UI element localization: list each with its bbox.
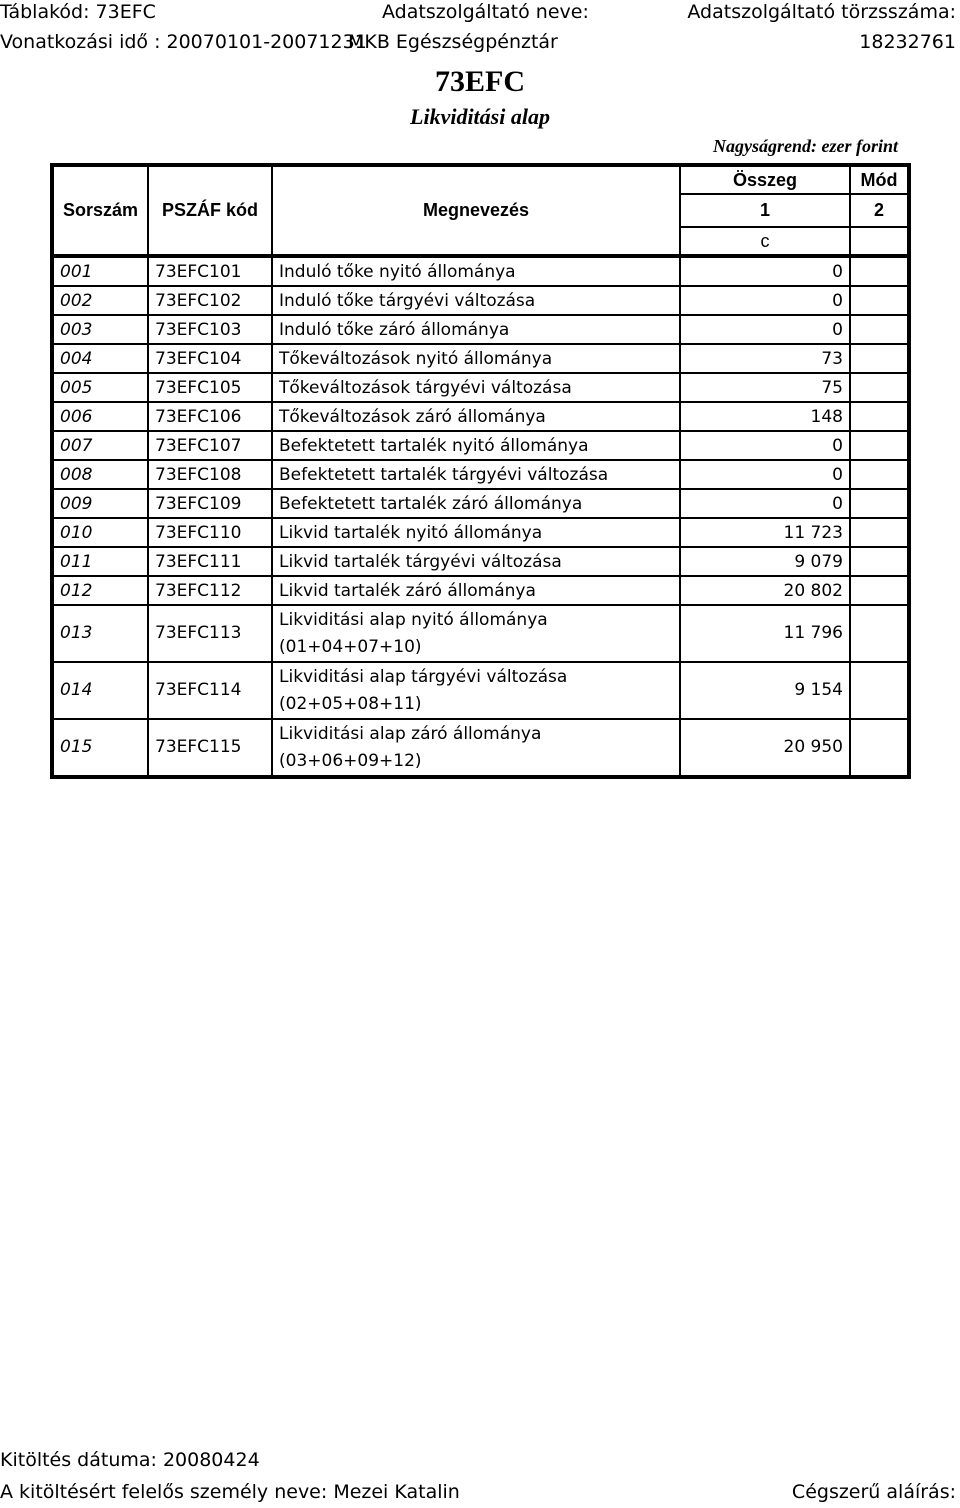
- row-sorszam: 005: [52, 373, 148, 402]
- row-ertek: 0: [680, 489, 850, 518]
- row-mod: [850, 315, 909, 344]
- table-row: [52, 518, 909, 547]
- row-mod: [850, 605, 909, 662]
- row-megnevezes: Befektetett tartalék záró állománya: [272, 489, 680, 518]
- row-sorszam: 007: [52, 431, 148, 460]
- responsible-person: A kitöltésért felelős személy neve: Mezei Katalin: [0, 1481, 460, 1503]
- row-kod: 73EFC104: [148, 344, 272, 373]
- row-megnevezes: Induló tőke záró állománya: [272, 315, 680, 344]
- table-row: [52, 431, 909, 460]
- table-code-label: Táblakód: 73EFC: [0, 1, 156, 23]
- row-sorszam: 003: [52, 315, 148, 344]
- row-ertek: 9 154: [680, 662, 850, 719]
- row-megnevezes: [272, 662, 680, 719]
- row-sorszam: 001: [52, 256, 148, 286]
- row-megnevezes: Befektetett tartalék tárgyévi változása: [272, 460, 680, 489]
- row-sorszam: 014: [52, 662, 148, 719]
- header-mod: Mód: [850, 165, 909, 194]
- provider-name: MKB Egészségpénztár: [348, 31, 558, 53]
- header-col-c: c: [680, 227, 850, 256]
- row-kod: 73EFC112: [148, 576, 272, 605]
- row-mod: [850, 286, 909, 315]
- row-kod: 73EFC111: [148, 547, 272, 576]
- row-sorszam: 013: [52, 605, 148, 662]
- row-megnevezes: Likvid tartalék tárgyévi változása: [272, 547, 680, 576]
- row-mod: [850, 518, 909, 547]
- row-mod: [850, 402, 909, 431]
- company-signature-label: Cégszerű aláírás:: [791, 1481, 956, 1503]
- row-megnevezes: [272, 605, 680, 662]
- table-row: [52, 547, 909, 576]
- row-ertek: 0: [680, 460, 850, 489]
- row-sorszam: 009: [52, 489, 148, 518]
- fill-date: Kitöltés dátuma: 20080424: [0, 1449, 260, 1471]
- row-megnevezes: [272, 719, 680, 777]
- table-row: [52, 489, 909, 518]
- table-row: [52, 256, 909, 286]
- provider-name-label: Adatszolgáltató neve:: [382, 1, 589, 23]
- row-ertek: 9 079: [680, 547, 850, 576]
- row-ertek: 20 802: [680, 576, 850, 605]
- row-sorszam: 002: [52, 286, 148, 315]
- row-megnevezes: Tőkeváltozások nyitó állománya: [272, 344, 680, 373]
- row-megnevezes: Tőkeváltozások záró állománya: [272, 402, 680, 431]
- header-osszeg: Összeg: [680, 165, 850, 194]
- row-megnevezes-line1: Likviditási alap nyitó állománya: [279, 609, 548, 630]
- row-sorszam: 012: [52, 576, 148, 605]
- table-row: [52, 605, 909, 662]
- row-kod: 73EFC114: [148, 662, 272, 719]
- row-sorszam: 011: [52, 547, 148, 576]
- row-mod: [850, 547, 909, 576]
- row-sorszam: 004: [52, 344, 148, 373]
- row-megnevezes-line1: Likviditási alap tárgyévi változása: [279, 666, 568, 687]
- row-ertek: 148: [680, 402, 850, 431]
- row-mod: [850, 460, 909, 489]
- row-mod: [850, 256, 909, 286]
- row-sorszam: 015: [52, 719, 148, 777]
- header-col-1: 1: [680, 194, 850, 227]
- row-sorszam: 008: [52, 460, 148, 489]
- header-col-empty: [850, 227, 909, 256]
- row-mod: [850, 489, 909, 518]
- row-mod: [850, 431, 909, 460]
- registry-number: 18232761: [859, 31, 956, 53]
- row-mod: [850, 576, 909, 605]
- row-kod: 73EFC109: [148, 489, 272, 518]
- row-megnevezes: Likvid tartalék záró állománya: [272, 576, 680, 605]
- report-code-title: 73EFC: [435, 65, 525, 98]
- row-ertek: 0: [680, 286, 850, 315]
- row-kod: 73EFC113: [148, 605, 272, 662]
- row-megnevezes-line2: (02+05+08+11): [279, 693, 422, 714]
- row-kod: 73EFC103: [148, 315, 272, 344]
- table-row: [52, 576, 909, 605]
- row-megnevezes: Befektetett tartalék nyitó állománya: [272, 431, 680, 460]
- row-kod: 73EFC108: [148, 460, 272, 489]
- table-row: [52, 662, 909, 719]
- row-kod: 73EFC115: [148, 719, 272, 777]
- header-col-2: 2: [850, 194, 909, 227]
- header-pszaf-kod: PSZÁF kód: [148, 165, 272, 256]
- row-kod: 73EFC102: [148, 286, 272, 315]
- row-megnevezes: Likvid tartalék nyitó állománya: [272, 518, 680, 547]
- row-megnevezes: Tőkeváltozások tárgyévi változása: [272, 373, 680, 402]
- row-megnevezes-line2: (03+06+09+12): [279, 750, 422, 771]
- row-kod: 73EFC101: [148, 256, 272, 286]
- header-sorszam: Sorszám: [52, 165, 148, 256]
- row-ertek: 73: [680, 344, 850, 373]
- table-row: [52, 286, 909, 315]
- row-ertek: 0: [680, 315, 850, 344]
- row-kod: 73EFC105: [148, 373, 272, 402]
- row-ertek: 20 950: [680, 719, 850, 777]
- row-mod: [850, 373, 909, 402]
- header-megnevezes: Megnevezés: [272, 165, 680, 256]
- row-ertek: 75: [680, 373, 850, 402]
- report-name-title: Likviditási alap: [410, 104, 550, 129]
- row-kod: 73EFC107: [148, 431, 272, 460]
- row-megnevezes: Induló tőke nyitó állománya: [272, 256, 680, 286]
- row-kod: 73EFC110: [148, 518, 272, 547]
- row-mod: [850, 662, 909, 719]
- row-mod: [850, 719, 909, 777]
- row-megnevezes: Induló tőke tárgyévi változása: [272, 286, 680, 315]
- row-ertek: 11 796: [680, 605, 850, 662]
- row-mod: [850, 344, 909, 373]
- row-ertek: 0: [680, 256, 850, 286]
- row-megnevezes-line2: (01+04+07+10): [279, 636, 422, 657]
- row-ertek: 11 723: [680, 518, 850, 547]
- row-sorszam: 010: [52, 518, 148, 547]
- table-row: [52, 402, 909, 431]
- reference-period: Vonatkozási idő : 20070101-20071231: [0, 31, 367, 53]
- liquidity-fund-table: [50, 163, 911, 779]
- row-ertek: 0: [680, 431, 850, 460]
- registry-number-label: Adatszolgáltató törzsszáma:: [687, 1, 956, 23]
- table-row: [52, 373, 909, 402]
- row-sorszam: 006: [52, 402, 148, 431]
- row-kod: 73EFC106: [148, 402, 272, 431]
- table-row: [52, 315, 909, 344]
- unit-note: Nagyságrend: ezer forint: [713, 136, 898, 156]
- table-row: [52, 460, 909, 489]
- table-row: [52, 719, 909, 777]
- table-row: [52, 344, 909, 373]
- row-megnevezes-line1: Likviditási alap záró állománya: [279, 723, 542, 744]
